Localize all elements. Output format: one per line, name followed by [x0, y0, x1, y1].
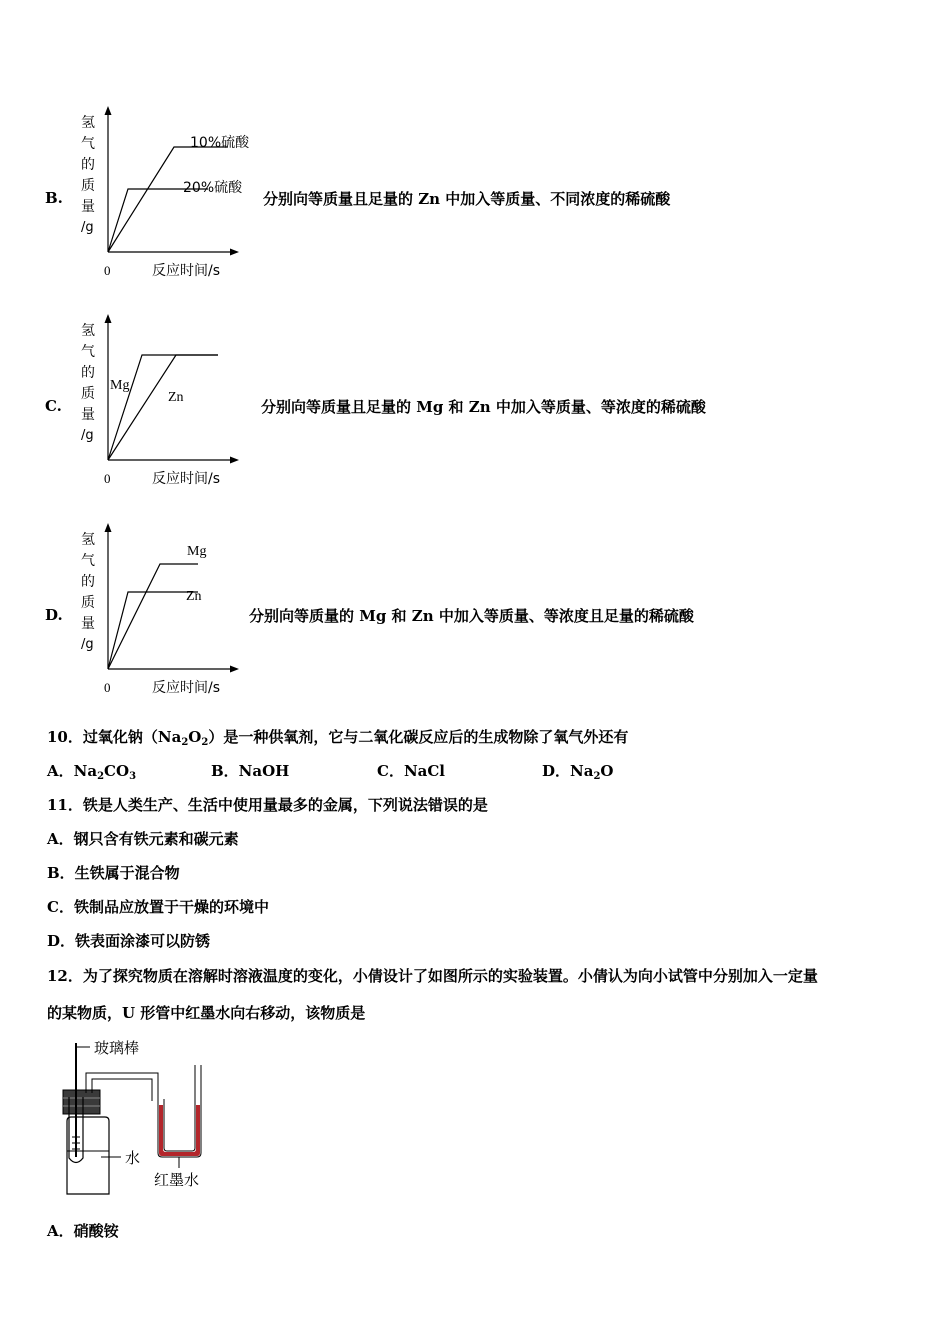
- x-axis-arrow: [230, 457, 239, 464]
- option-c-letter: C.: [45, 397, 62, 415]
- y-label-char: 的: [81, 574, 95, 590]
- y-label-char: 氢: [81, 115, 95, 131]
- label-water: 水: [125, 1149, 141, 1167]
- y-axis-arrow: [105, 106, 112, 115]
- series-line-mg: [108, 355, 218, 460]
- label-glass-rod: 玻璃棒: [94, 1039, 140, 1057]
- q12-stem-line2: 的某物质，U 形管中红墨水向右移动，该物质是: [47, 1004, 366, 1022]
- y-label-char: 质: [81, 595, 95, 611]
- q11-option-c: C．铁制品应放置于干燥的环境中: [47, 898, 269, 916]
- y-label-char: 质: [81, 386, 95, 402]
- y-label-char: 的: [81, 365, 95, 381]
- q10-option-b: B．NaOH: [211, 762, 290, 780]
- y-unit: /g: [81, 428, 94, 443]
- chart-c: [70, 308, 260, 493]
- y-label-char: 量: [81, 199, 95, 215]
- option-c-text: 分别向等质量且足量的 Mg 和 Zn 中加入等质量、等浓度的稀硫酸: [261, 398, 706, 416]
- q11-option-d: D．铁表面涂漆可以防锈: [47, 932, 211, 950]
- y-label-char: 气: [81, 136, 95, 152]
- y-label-char: 气: [81, 344, 95, 360]
- experiment-apparatus: [45, 1033, 225, 1203]
- y-label-char: 量: [81, 407, 95, 423]
- q11-option-a: A．钢只含有铁元素和碳元素: [47, 830, 239, 848]
- series-line-20pct: [108, 189, 208, 252]
- label-red-ink: 红墨水: [154, 1171, 200, 1189]
- q11-stem: 11．铁是人类生产、生活中使用量最多的金属，下列说法错误的是: [47, 796, 488, 814]
- series-label-mg: Mg: [187, 544, 207, 559]
- x-axis-label: 反应时间/s: [152, 471, 221, 487]
- series-line-zn: [108, 592, 198, 669]
- flask: [67, 1117, 109, 1194]
- y-label-char: 质: [81, 178, 95, 194]
- y-label-char: 量: [81, 616, 95, 632]
- q11-option-b: B．生铁属于混合物: [47, 864, 180, 882]
- q10-stem: 10．过氧化钠$(Na_2O_2)$是一种供氧剂，它与二氧化碳反应后的生成物除了氧气外还有: [47, 728, 629, 748]
- series-line-10pct: [108, 147, 228, 252]
- x-axis-label: 反应时间/s: [152, 263, 221, 279]
- q10-option-c: C．NaCl: [377, 762, 446, 780]
- origin-label: 0: [104, 680, 111, 695]
- series-label-10pct: 10%硫酸: [190, 135, 250, 151]
- option-b-letter: B.: [45, 189, 63, 207]
- option-b-text: 分别向等质量且足量的 Zn 中加入等质量、不同浓度的稀硫酸: [263, 190, 671, 208]
- y-label-char: 氢: [81, 532, 95, 548]
- connecting-tube-inner: [92, 1079, 152, 1101]
- red-ink: [159, 1105, 200, 1156]
- y-unit: /g: [81, 220, 94, 235]
- option-d-text: 分别向等质量的 Mg 和 Zn 中加入等质量、等浓度且足量的稀硫酸: [249, 607, 694, 625]
- series-label-mg: Mg: [110, 378, 130, 393]
- q12-stem-line1: 12．为了探究物质在溶解时溶液温度的变化，小倩设计了如图所示的实验装置。小倩认为向小试管中分别加入一定量: [47, 967, 818, 985]
- y-label-char: 的: [81, 157, 95, 173]
- y-unit: /g: [81, 637, 94, 652]
- chart-b: [70, 100, 260, 285]
- x-axis-arrow: [230, 666, 239, 673]
- x-axis-arrow: [230, 249, 239, 256]
- q10-option-a: A．$Na_2CO_3$: [47, 762, 137, 782]
- y-axis-arrow: [105, 523, 112, 532]
- q12-option-a: A．硝酸铵: [47, 1222, 119, 1240]
- y-axis-arrow: [105, 314, 112, 323]
- series-label-20pct: 20%硫酸: [183, 180, 243, 196]
- chart-d: [70, 517, 260, 702]
- q10-option-d: D．$Na_2O$: [542, 762, 614, 782]
- origin-label: 0: [104, 471, 111, 486]
- series-label-zn: Zn: [186, 589, 202, 604]
- u-tube-inner: [164, 1065, 195, 1151]
- y-label-char: 气: [81, 553, 95, 569]
- option-d-letter: D.: [45, 606, 63, 624]
- series-label-zn: Zn: [168, 390, 184, 405]
- origin-label: 0: [104, 263, 111, 278]
- x-axis-label: 反应时间/s: [152, 680, 221, 696]
- y-label-char: 氢: [81, 323, 95, 339]
